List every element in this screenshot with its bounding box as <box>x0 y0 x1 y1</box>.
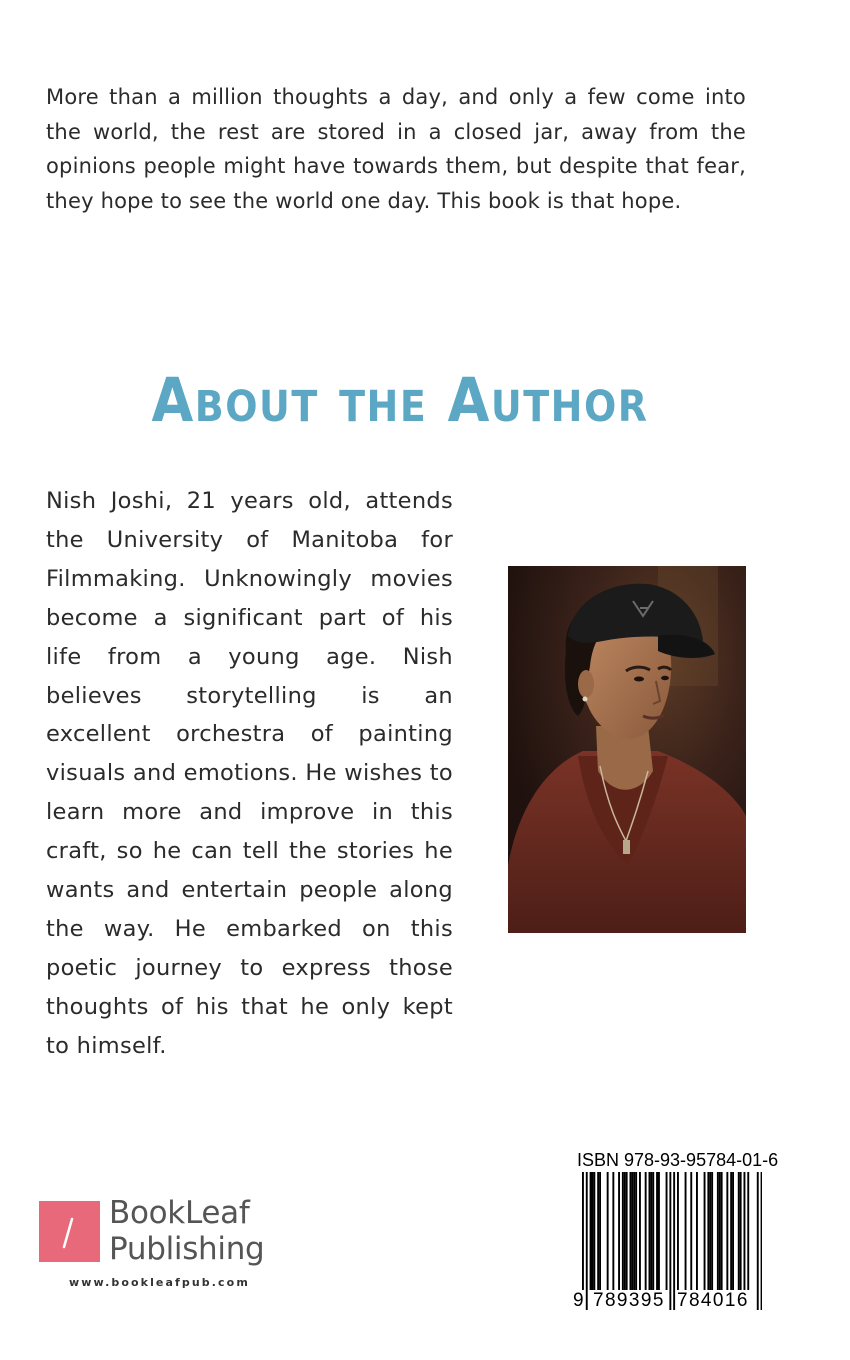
barcode-bar <box>597 1172 599 1290</box>
barcode-bar <box>618 1172 620 1290</box>
barcode-bar <box>635 1172 637 1290</box>
barcode-bar <box>707 1172 709 1290</box>
barcode-bar <box>624 1172 626 1290</box>
barcode-bar <box>630 1172 632 1290</box>
barcode-bar <box>626 1172 628 1290</box>
barcode-bar <box>732 1172 734 1290</box>
barcode-bar <box>649 1172 651 1290</box>
barcode-bar <box>666 1172 668 1290</box>
barcode-bar <box>730 1172 732 1290</box>
author-bio: Nish Joshi, 21 years old, attends the University of Manitoba for Filmmaking. Unknowingly movies become a significant part of his life from a young age. Nish believes storytelling is an excellent orchestra of painting visuals and emotions. He wishes to learn more and improve in this craft, so he can tell the stories he wants and entertain people along the way. He embarked on this poetic journey to express those thoughts of his that he only kept to himself. <box>46 488 453 1059</box>
barcode-bar <box>721 1172 723 1290</box>
barcode-bar <box>677 1172 679 1290</box>
barcode-bar <box>717 1172 719 1290</box>
barcode-bar <box>607 1172 609 1290</box>
publisher-name-line1: BookLeaf <box>109 1195 250 1231</box>
barcode-bar <box>696 1172 698 1290</box>
barcode-bar <box>652 1172 654 1290</box>
barcode-digit-first: 9 <box>573 1290 584 1311</box>
barcode-bar <box>639 1172 641 1290</box>
barcode-digits <box>572 1290 762 1312</box>
barcode-bar <box>690 1172 692 1290</box>
barcode-bar <box>650 1172 652 1290</box>
barcode-bar <box>711 1172 713 1290</box>
barcode-bar <box>590 1172 592 1290</box>
barcode-bar <box>633 1172 635 1290</box>
barcode-bar <box>704 1172 706 1290</box>
barcode-bar <box>656 1172 658 1290</box>
author-photo <box>508 566 746 933</box>
publisher-logo <box>39 1195 279 1299</box>
barcode-digits-left: 789395 <box>593 1290 665 1311</box>
barcode-bar <box>726 1172 728 1290</box>
logo-slash-icon <box>39 1201 100 1262</box>
barcode-bar <box>612 1172 614 1290</box>
barcode-bar <box>599 1172 601 1290</box>
barcode-bar <box>747 1172 749 1290</box>
barcode-bar <box>622 1172 624 1290</box>
barcode-digits-right: 784016 <box>677 1290 749 1311</box>
publisher-name <box>109 1195 264 1267</box>
barcode-bar <box>685 1172 687 1290</box>
publisher-name-line2: Publishing <box>109 1231 265 1267</box>
isbn-label: ISBN 978-93-95784-01-6 <box>577 1150 779 1170</box>
barcode-bar <box>593 1172 595 1290</box>
barcode-bar <box>744 1172 746 1290</box>
barcode-bar <box>740 1172 742 1290</box>
barcode-bar <box>719 1172 721 1290</box>
barcode-bar <box>645 1172 647 1290</box>
about-author-heading: About the Author <box>151 365 649 436</box>
barcode-bar <box>709 1172 711 1290</box>
barcode-bar <box>631 1172 633 1290</box>
barcode-bar <box>592 1172 594 1290</box>
barcode-bar <box>658 1172 660 1290</box>
barcode-bar <box>738 1172 740 1290</box>
back-cover-blurb: More than a million thoughts a day, and only a few come into the world, the rest are stored in a closed jar, away from the opinions people might have towards them, but despite that fear, they hope to see the world one day. This book is that hope. <box>46 85 746 213</box>
publisher-url: www.bookleafpub.com <box>69 1276 250 1289</box>
